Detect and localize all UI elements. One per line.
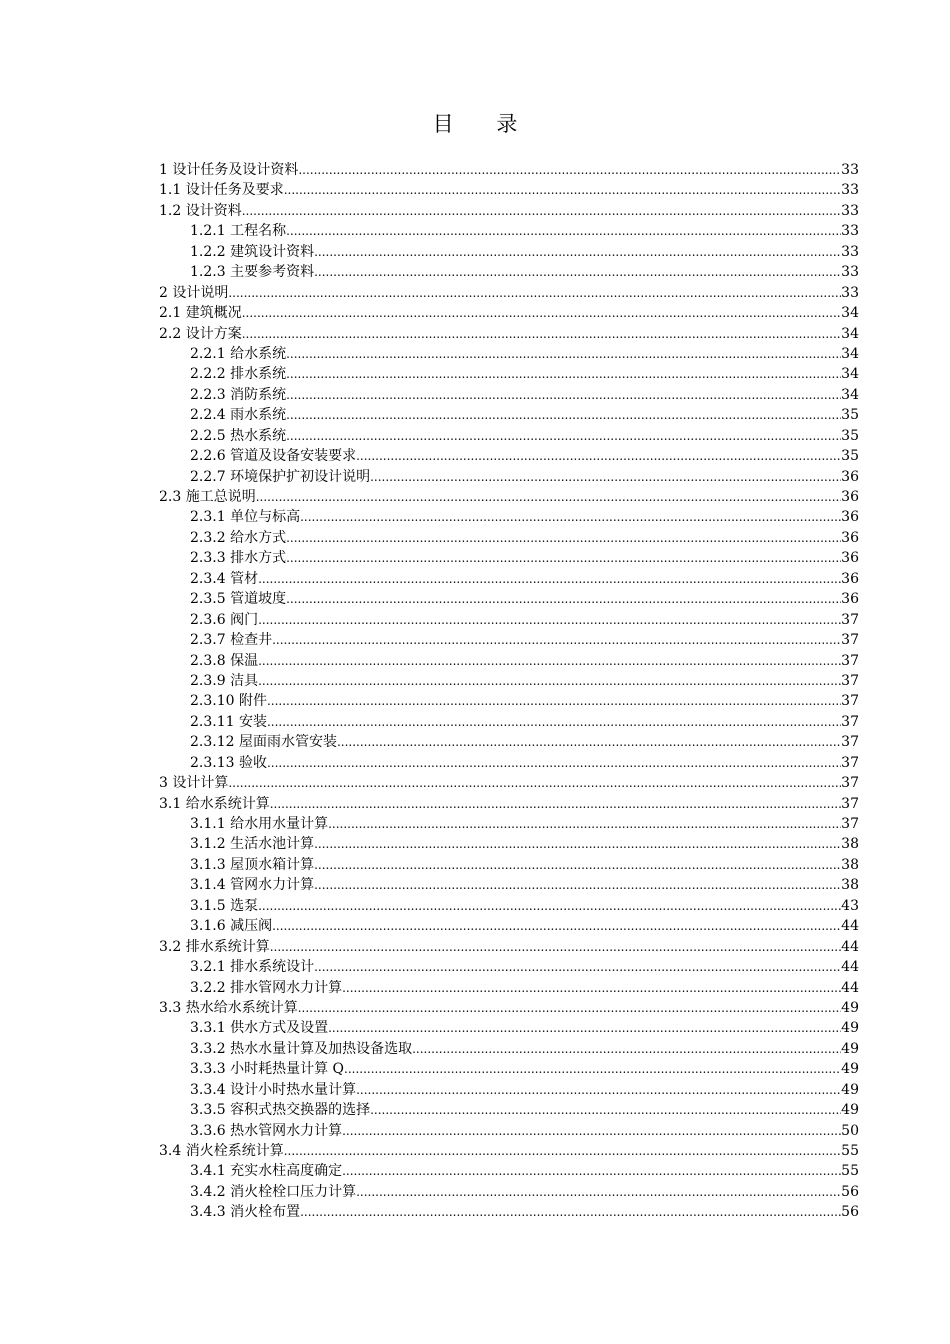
toc-leader-dots — [258, 671, 841, 691]
toc-entry-page: 55 — [841, 1163, 859, 1180]
toc-entry[interactable] — [159, 528, 859, 548]
toc-entry-label: 2.3.13 验收 — [190, 754, 267, 771]
toc-entry-label: 2.2.5 热水系统 — [190, 427, 287, 444]
toc-entry[interactable] — [159, 201, 859, 221]
toc-entry-page: 34 — [841, 386, 859, 403]
toc-entry-label: 3.3.1 供水方式及设置 — [190, 1020, 329, 1037]
toc-entry[interactable] — [159, 937, 859, 957]
toc-entry[interactable] — [159, 467, 859, 487]
toc-entry-label: 2.3.9 洁具 — [190, 672, 259, 689]
toc-leader-dots — [300, 1202, 841, 1222]
toc-entry-page: 49 — [841, 999, 859, 1016]
toc-entry-label: 2.3.2 给水方式 — [190, 529, 287, 546]
toc-entry-label: 2.3 施工总说明 — [159, 489, 256, 505]
toc-entry-page: 49 — [841, 1102, 859, 1119]
toc-entry-page: 44 — [841, 918, 859, 935]
toc-leader-dots — [328, 814, 841, 834]
toc-leader-dots — [284, 1141, 841, 1161]
toc-entry-label: 3.1.5 选泵 — [190, 897, 259, 914]
toc-entry-label: 2.2.2 排水系统 — [190, 366, 287, 383]
page-title: 目 录 — [432, 112, 536, 136]
toc-entry[interactable] — [159, 773, 859, 793]
toc-entry-label: 3.1.6 减压阀 — [190, 918, 273, 935]
toc-entry[interactable] — [159, 875, 859, 895]
toc-entry-label: 1.2.2 建筑设计资料 — [190, 243, 315, 260]
toc-entry[interactable] — [159, 548, 859, 568]
toc-entry-page: 36 — [841, 529, 859, 546]
toc-leader-dots — [412, 1039, 841, 1059]
toc-entry[interactable] — [159, 732, 859, 752]
toc-entry[interactable] — [159, 1018, 859, 1038]
toc-leader-dots — [270, 937, 841, 957]
toc-entry-page: 37 — [841, 795, 859, 812]
toc-leader-dots — [342, 1161, 841, 1181]
toc-leader-dots — [286, 548, 841, 568]
toc-leader-dots — [267, 712, 841, 732]
toc-entry-page: 34 — [841, 345, 859, 362]
toc-entry-label: 3.3.4 设计小时热水量计算 — [190, 1081, 357, 1098]
toc-leader-dots — [314, 262, 841, 282]
toc-entry-label: 3.2.2 排水管网水力计算 — [190, 979, 343, 996]
toc-leader-dots — [314, 875, 841, 895]
toc-entry-page: 35 — [841, 427, 859, 444]
toc-leader-dots — [328, 1018, 841, 1038]
toc-entry-page: 33 — [841, 284, 859, 301]
toc-entry-page: 49 — [841, 1040, 859, 1057]
toc-entry-label: 1.1 设计任务及要求 — [159, 182, 284, 199]
toc-leader-dots — [314, 242, 841, 262]
toc-entry-label: 2.3.8 保温 — [190, 652, 259, 669]
toc-entry-page: 37 — [841, 611, 859, 628]
toc-entry[interactable] — [159, 1039, 859, 1059]
toc-entry[interactable] — [159, 1141, 859, 1161]
toc-entry-label: 2.2.3 消防系统 — [190, 386, 287, 403]
toc-entry-label: 3.3.2 热水水量计算及加热设备选取 — [190, 1040, 413, 1057]
toc-entry-page: 34 — [841, 305, 859, 322]
toc-entry[interactable] — [159, 507, 859, 527]
toc-entry[interactable] — [159, 569, 859, 589]
toc-entry[interactable] — [159, 814, 859, 834]
toc-entry-page: 56 — [841, 1183, 859, 1200]
toc-leader-dots — [314, 834, 841, 854]
toc-entry[interactable] — [159, 998, 859, 1018]
toc-entry-page: 38 — [841, 877, 859, 894]
toc-leader-dots — [272, 916, 841, 936]
toc-leader-dots — [286, 528, 841, 548]
toc-entry-page: 38 — [841, 856, 859, 873]
toc-entry[interactable] — [159, 589, 859, 609]
toc-entry[interactable] — [159, 1059, 859, 1079]
toc-leader-dots — [344, 1059, 841, 1079]
toc-entry-page: 35 — [841, 448, 859, 465]
toc-entry-label: 3.1.2 生活水池计算 — [190, 836, 315, 853]
toc-entry-page: 33 — [841, 202, 859, 219]
toc-entry-label: 1.2.3 主要参考资料 — [190, 264, 315, 281]
toc-entry-page: 34 — [841, 325, 859, 342]
toc-entry[interactable] — [159, 896, 859, 916]
toc-entry-label: 3.3.3 小时耗热量计算 Q — [190, 1061, 344, 1078]
toc-entry[interactable] — [159, 916, 859, 936]
toc-entry-page: 38 — [841, 836, 859, 853]
toc-entry-label: 3.4.3 消火栓布置 — [190, 1204, 301, 1221]
toc-entry-label: 2.3.10 附件 — [190, 693, 267, 710]
toc-entry-label: 2 设计说明 — [159, 284, 229, 301]
toc-entry-label: 3.1 给水系统计算 — [159, 795, 270, 812]
toc-entry-page: 49 — [841, 1020, 859, 1037]
toc-entry[interactable] — [159, 487, 859, 507]
toc-entry[interactable] — [159, 1161, 859, 1181]
toc-entry[interactable] — [159, 834, 859, 854]
toc-entry-label: 3.3.5 容积式热交换器的选择 — [190, 1102, 371, 1119]
toc-entry-page: 36 — [841, 550, 859, 567]
toc-entry-label: 3.3.6 热水管网水力计算 — [190, 1122, 343, 1139]
toc-entry-label: 3.1.4 管网水力计算 — [190, 877, 315, 894]
toc-entry-label: 3.4.1 充实水柱高度确定 — [190, 1163, 343, 1180]
toc-leader-dots — [284, 180, 841, 200]
toc-entry-page: 36 — [841, 468, 859, 485]
toc-leader-dots — [286, 589, 841, 609]
toc-leader-dots — [342, 978, 841, 998]
toc-entry-label: 1 设计任务及设计资料 — [159, 162, 299, 178]
toc-leader-dots — [228, 283, 841, 303]
toc-entry-page: 37 — [841, 672, 859, 689]
toc-entry-label: 2.2.6 管道及设备安装要求 — [190, 448, 357, 465]
toc-entry-page: 37 — [841, 632, 859, 649]
toc-entry-label: 2.2 设计方案 — [159, 325, 242, 342]
toc-leader-dots — [314, 855, 841, 875]
toc-leader-dots — [228, 773, 841, 793]
toc-entry-page: 44 — [841, 959, 859, 976]
toc-entry[interactable] — [159, 385, 859, 405]
toc-entry-label: 2.3.12 屋面雨水管安装 — [190, 734, 337, 751]
toc-entry-page: 34 — [841, 366, 859, 383]
toc-leader-dots — [356, 1080, 841, 1100]
toc-entry[interactable] — [159, 324, 859, 344]
toc-entry-label: 3.4.2 消火栓栓口压力计算 — [190, 1183, 357, 1200]
toc-entry[interactable] — [159, 1080, 859, 1100]
toc-entry-label: 3.1.1 给水用水量计算 — [190, 816, 329, 832]
toc-entry[interactable] — [159, 303, 859, 323]
toc-entry-page: 37 — [841, 693, 859, 710]
toc-entry-label: 2.3.11 安装 — [190, 713, 267, 730]
toc-entry[interactable] — [159, 610, 859, 630]
toc-entry[interactable] — [159, 364, 859, 384]
toc-leader-dots — [272, 630, 841, 650]
toc-entry-label: 2.2.1 给水系统 — [190, 345, 287, 362]
toc-entry-label: 3.2 排水系统计算 — [159, 938, 270, 955]
toc-leader-dots — [342, 1121, 841, 1141]
toc-leader-dots — [286, 426, 841, 446]
toc-entry[interactable] — [159, 160, 859, 180]
toc-leader-dots — [267, 753, 841, 773]
toc-leader-dots — [267, 691, 841, 711]
toc-entry-page: 37 — [841, 734, 859, 751]
toc-entry[interactable] — [159, 1182, 859, 1202]
toc-entry[interactable] — [159, 283, 859, 303]
toc-entry-page: 56 — [841, 1204, 859, 1221]
toc-entry-label: 3 设计计算 — [159, 775, 229, 792]
toc-leader-dots — [258, 651, 841, 671]
toc-entry-label: 3.3 热水给水系统计算 — [159, 999, 298, 1016]
toc-leader-dots — [286, 221, 841, 241]
toc-entry-page: 35 — [841, 407, 859, 424]
toc-entry-label: 1.2.1 工程名称 — [190, 223, 287, 240]
toc-entry-page: 33 — [841, 223, 859, 240]
toc-leader-dots — [356, 446, 841, 466]
toc-entry-page: 36 — [841, 509, 859, 526]
toc-entry[interactable] — [159, 630, 859, 650]
toc-entry[interactable] — [159, 426, 859, 446]
toc-leader-dots — [286, 364, 841, 384]
toc-entry-label: 2.2.7 环境保护扩初设计说明 — [190, 468, 371, 485]
toc-leader-dots — [242, 324, 841, 344]
toc-entry-page: 49 — [841, 1081, 859, 1098]
toc-entry[interactable] — [159, 691, 859, 711]
toc-leader-dots — [270, 794, 841, 814]
toc-leader-dots — [258, 896, 841, 916]
toc-leader-dots — [337, 732, 841, 752]
toc-leader-dots — [258, 610, 841, 630]
toc-leader-dots — [286, 405, 841, 425]
toc-entry-label: 2.3.3 排水方式 — [190, 550, 287, 567]
toc-leader-dots — [286, 344, 841, 364]
toc-entry[interactable] — [159, 1202, 859, 1222]
toc-leader-dots — [356, 1182, 841, 1202]
toc-entry-page: 36 — [841, 570, 859, 587]
toc-entry-page: 33 — [841, 162, 859, 178]
toc-entry-label: 2.3.4 管材 — [190, 570, 259, 587]
toc-leader-dots — [370, 1100, 841, 1120]
toc-entry[interactable] — [159, 978, 859, 998]
toc-entry[interactable] — [159, 957, 859, 977]
toc-entry[interactable] — [159, 794, 859, 814]
toc-entry-page: 43 — [841, 897, 859, 914]
toc-entry-page: 36 — [841, 489, 859, 505]
toc-entry-page: 37 — [841, 816, 859, 832]
toc-leader-dots — [298, 160, 841, 180]
toc-entry-page: 33 — [841, 264, 859, 281]
toc-entry-label: 2.3.6 阀门 — [190, 611, 259, 628]
toc-entry-label: 3.4 消火栓系统计算 — [159, 1143, 284, 1159]
toc-leader-dots — [286, 385, 841, 405]
toc-entry[interactable] — [159, 651, 859, 671]
toc-entry[interactable] — [159, 405, 859, 425]
toc-entry[interactable] — [159, 180, 859, 200]
toc-leader-dots — [298, 998, 841, 1018]
toc-entry-page: 37 — [841, 754, 859, 771]
toc-entry-page: 49 — [841, 1061, 859, 1078]
toc-entry[interactable] — [159, 712, 859, 732]
toc-entry[interactable] — [159, 671, 859, 691]
toc-entry[interactable] — [159, 753, 859, 773]
toc-entry[interactable] — [159, 855, 859, 875]
toc-entry-page: 37 — [841, 652, 859, 669]
toc-entry-label: 2.3.1 单位与标高 — [190, 509, 301, 526]
toc-entry[interactable] — [159, 242, 859, 262]
toc-entry-label: 2.2.4 雨水系统 — [190, 407, 287, 424]
toc-entry-label: 2.3.5 管道坡度 — [190, 591, 287, 608]
toc-entry-label: 1.2 设计资料 — [159, 202, 242, 219]
toc-entry-page: 55 — [841, 1143, 859, 1159]
toc-entry[interactable] — [159, 221, 859, 241]
toc-entry[interactable] — [159, 1100, 859, 1120]
toc-entry-page: 44 — [841, 938, 859, 955]
toc-entry-page: 33 — [841, 182, 859, 199]
toc-entry-page: 44 — [841, 979, 859, 996]
toc-entry[interactable] — [159, 446, 859, 466]
toc-entry-page: 50 — [841, 1122, 859, 1139]
toc-entry-label: 2.1 建筑概况 — [159, 305, 242, 322]
toc-leader-dots — [314, 957, 841, 977]
toc-leader-dots — [300, 507, 841, 527]
toc-entry-page: 36 — [841, 591, 859, 608]
toc-entry-page: 37 — [841, 775, 859, 792]
table-of-contents — [159, 160, 859, 1223]
toc-entry[interactable] — [159, 262, 859, 282]
toc-leader-dots — [242, 201, 841, 221]
toc-entry-label: 2.3.7 检查井 — [190, 632, 273, 649]
toc-entry-label: 3.2.1 排水系统设计 — [190, 959, 315, 976]
toc-leader-dots — [258, 569, 841, 589]
toc-entry-page: 33 — [841, 243, 859, 260]
toc-leader-dots — [242, 303, 841, 323]
toc-leader-dots — [370, 467, 841, 487]
toc-entry[interactable] — [159, 1121, 859, 1141]
toc-leader-dots — [256, 487, 841, 507]
toc-entry-label: 3.1.3 屋顶水箱计算 — [190, 856, 315, 873]
toc-entry-page: 37 — [841, 713, 859, 730]
toc-entry[interactable] — [159, 344, 859, 364]
